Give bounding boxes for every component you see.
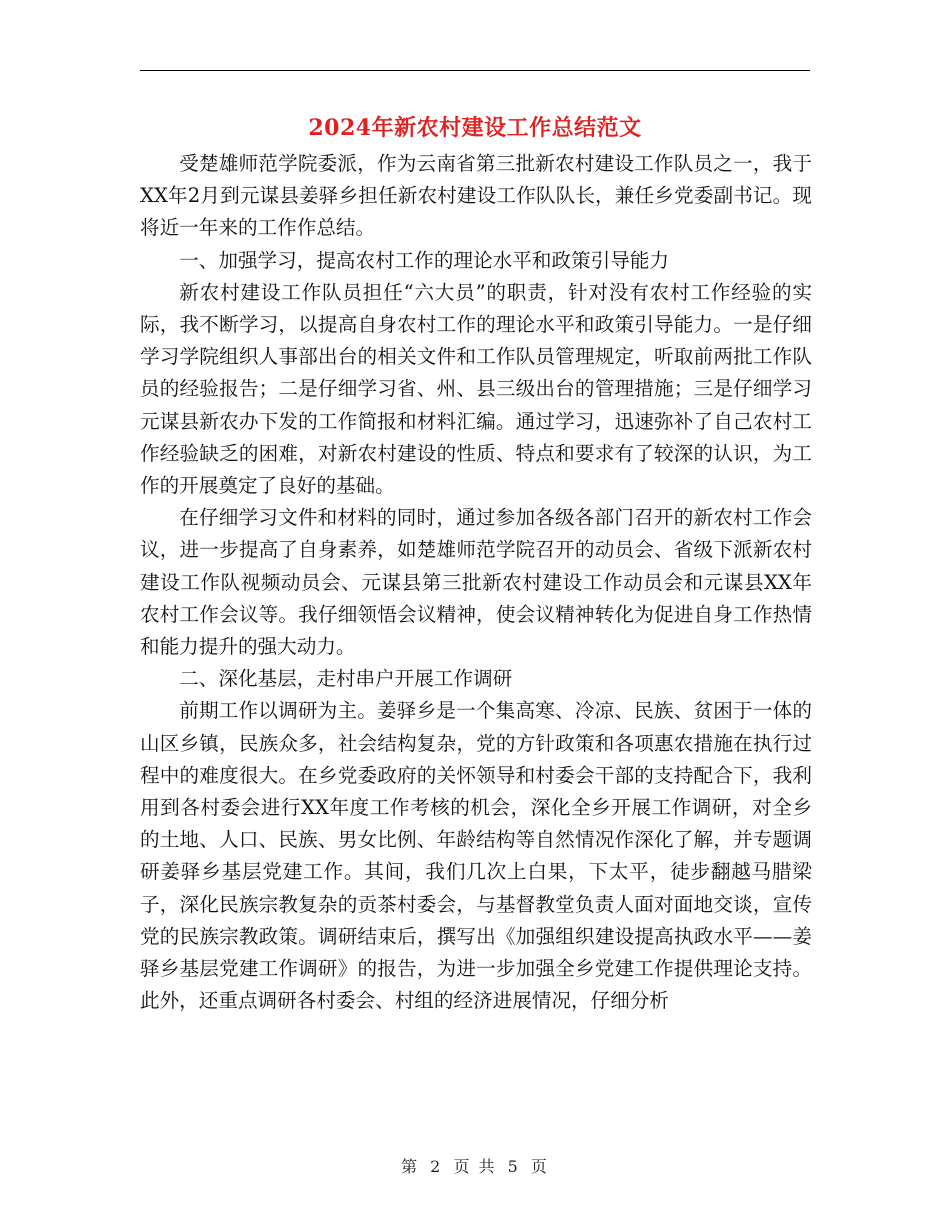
footer-total-pages: 5 (507, 1157, 520, 1176)
paragraph-intro: 受楚雄师范学院委派，作为云南省第三批新农村建设工作队员之一，我于XX年2月到元谋县姜驿乡担任新农村建设工作队队长，兼任乡党委副书记。现将近一年来的工作作总结。 (140, 152, 812, 240)
document-title: 2024年新农村建设工作总结范文 (308, 115, 642, 141)
section-heading-2: 二、深化基层，走村串户开展工作调研 (179, 667, 513, 691)
paragraph: 在仔细学习文件和材料的同时，通过参加各级各部门召开的新农村工作会议，进一步提高了自身素养，如楚雄师范学院召开的动员会、省级下派新农村建设工作队视频动员会、元谋县第三批新农村建设工作动员会和元谋县XX年农村工作会议等。我仔细领悟会议精神，使会议精神转化为促进自身工作热情和能力提升的强大动力。 (140, 506, 812, 659)
document-body (140, 148, 812, 1017)
page-footer (0, 1154, 950, 1177)
header-rule (140, 70, 810, 71)
section-heading-1: 一、加强学习，提高农村工作的理论水平和政策引导能力 (179, 248, 670, 272)
footer-prefix: 第 (401, 1157, 420, 1176)
footer-page-number: 2 (430, 1157, 443, 1176)
paragraph: 前期工作以调研为主。姜驿乡是一个集高寒、冷凉、民族、贫困于一体的山区乡镇，民族众多，社会结构复杂，党的方针政策和各项惠农措施在执行过程中的难度很大。在乡党委政府的关怀领导和村委会干部的支持配合下，我利用到各村委会进行XX年度工作考核的机会，深化全乡开展工作调研，对全乡的土地、人口、民族、男女比例、年龄结构等自然情况作深化了解，并专题调研姜驿乡基层党建工作。其间，我们几次上白果，下太平，徒步翻越马腊梁子，深化民族宗教复杂的贡茶村委会，与基督教堂负责人面对面地交谈，宣传党的民族宗教政策。调研结束后，撰写出《加强组织建设提高执政水平——姜驿乡基层党建工作调研》的报告，为进一步加强全乡党建工作提供理论支持。此外，还重点调研各村委会、村组的经济进展情况，仔细分析 (140, 699, 812, 1013)
footer-suffix: 页 (530, 1157, 549, 1176)
footer-middle: 页 共 (453, 1157, 497, 1176)
paragraph: 新农村建设工作队员担任“六大员”的职责，针对没有农村工作经验的实际，我不断学习，以提高自身农村工作的理论水平和政策引导能力。一是仔细学习学院组织人事部出台的相关文件和工作队员管理规定，听取前两批工作队员的经验报告；二是仔细学习省、州、县三级出台的管理措施；三是仔细学习元谋县新农办下发的工作简报和材料汇编。通过学习，迅速弥补了自己农村工作经验缺乏的困难，对新农村建设的性质、特点和要求有了较深的认识，为工作的开展奠定了良好的基础。 (140, 280, 812, 498)
